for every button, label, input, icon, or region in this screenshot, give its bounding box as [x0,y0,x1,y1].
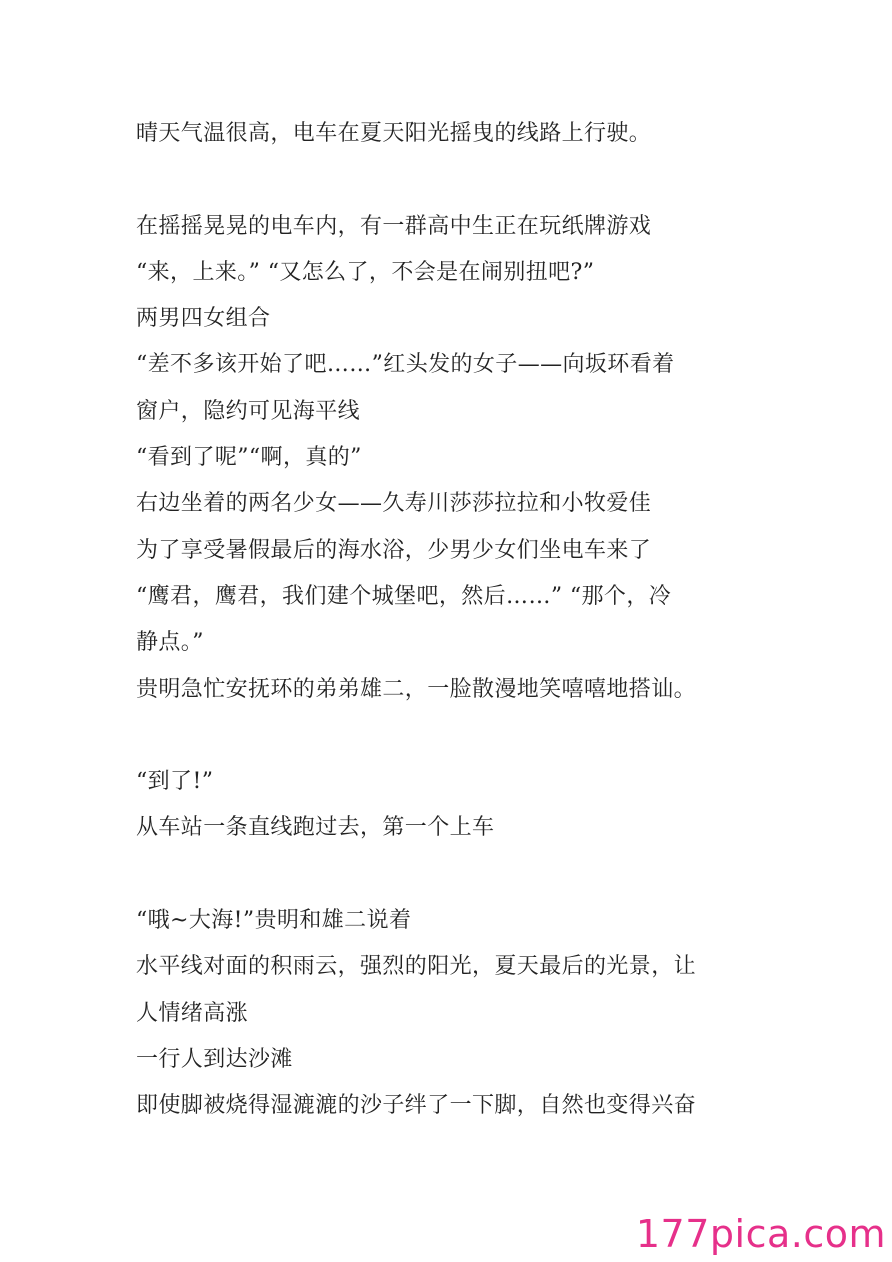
blank-line [136,157,776,203]
text-line: 人情绪高涨 [136,1000,249,1026]
text-line: 贵明急忙安抚环的弟弟雄二，一脸散漫地笑嘻嘻地搭讪。 [136,676,697,702]
text-line: “来，上来。” “又怎么了，不会是在闹别扭吧?” [136,259,595,285]
text-line: 一行人到达沙滩 [136,1046,293,1072]
watermark-link[interactable]: 177pica.com [635,1212,886,1256]
text-line: 从车站一条直线跑过去，第一个上车 [136,815,495,841]
text-line: 为了享受暑假最后的海水浴，少男少女们坐电车来了 [136,537,652,563]
text-line: 水平线对面的积雨云，强烈的阳光，夏天最后的光景，让 [136,954,697,980]
body-text [136,111,776,1130]
text-line: 两男四女组合 [136,306,271,332]
text-line: 静点。” [136,630,204,656]
text-line: “差不多该开始了吧……”红头发的女子——向坂环看着 [136,352,675,378]
text-line: 在摇摇晃晃的电车内，有一群高中生正在玩纸牌游戏 [136,213,652,239]
text-line: 窗户，隐约可见海平线 [136,398,361,424]
text-line: “鹰君，鹰君，我们建个城堡吧，然后……” “那个，冷 [136,583,672,609]
text-line: 即使脚被烧得湿漉漉的沙子绊了一下脚，自然也变得兴奋 [136,1093,697,1119]
blank-line [136,852,776,898]
text-line: 右边坐着的两名少女——久寿川莎莎拉拉和小牧爱佳 [136,491,652,517]
blank-line [136,713,776,759]
text-line: “看到了呢”“啊，真的” [136,445,362,471]
text-line: “哦~大海!”贵明和雄二说着 [136,908,412,934]
text-line: 晴天气温很高，电车在夏天阳光摇曳的线路上行驶。 [136,121,652,146]
text-line: “到了!” [136,769,214,795]
